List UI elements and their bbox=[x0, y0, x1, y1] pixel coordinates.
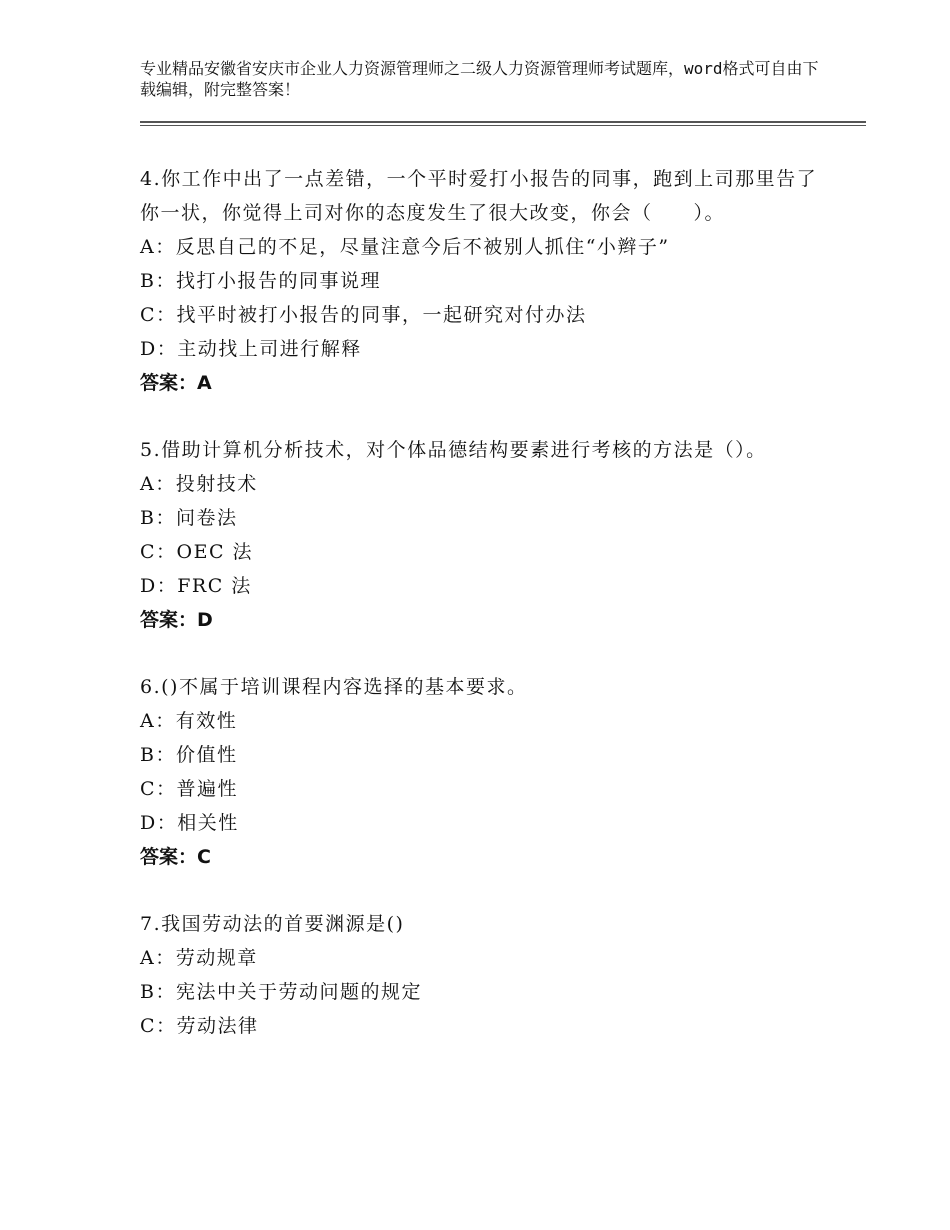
option-a: A：反思自己的不足，尽量注意今后不被别人抓住“小辫子” bbox=[140, 236, 670, 258]
header-divider-thick bbox=[140, 121, 866, 123]
header-divider-thin bbox=[140, 125, 866, 126]
question-text: 5.借助计算机分析技术，对个体品德结构要素进行考核的方法是（）。 bbox=[140, 439, 767, 461]
option-b: B：价值性 bbox=[140, 744, 238, 766]
option-a: A：投射技术 bbox=[140, 473, 258, 495]
option-a: A：劳动规章 bbox=[140, 947, 258, 969]
question-4 bbox=[140, 162, 830, 400]
option-d: D：主动找上司进行解释 bbox=[140, 338, 362, 360]
option-c: C：劳动法律 bbox=[140, 1015, 259, 1037]
option-b: B：问卷法 bbox=[140, 507, 238, 529]
option-a: A：有效性 bbox=[140, 710, 238, 732]
option-b: B：找打小报告的同事说理 bbox=[140, 270, 381, 292]
document-header bbox=[140, 58, 830, 100]
question-5 bbox=[140, 433, 830, 637]
option-c: C：找平时被打小报告的同事，一起研究对付办法 bbox=[140, 304, 587, 326]
answer-label: 答案：A bbox=[140, 372, 212, 394]
question-6 bbox=[140, 670, 830, 874]
option-c: C：普遍性 bbox=[140, 778, 239, 800]
answer-label: 答案：D bbox=[140, 609, 213, 631]
question-text: 7.我国劳动法的首要渊源是() bbox=[140, 913, 405, 935]
document-title: 专业精品安徽省安庆市企业人力资源管理师之二级人力资源管理师考试题库，word格式可自由下载编辑，附完整答案！ bbox=[140, 59, 819, 99]
option-b: B：宪法中关于劳动问题的规定 bbox=[140, 981, 422, 1003]
option-c: C：OEC 法 bbox=[140, 541, 254, 563]
answer-label: 答案：C bbox=[140, 846, 211, 868]
question-list bbox=[140, 162, 830, 1076]
question-text: 4.你工作中出了一点差错，一个平时爱打小报告的同事，跑到上司那里告了你一状，你觉得上司对你的态度发生了很大改变，你会（ ）。 bbox=[140, 168, 818, 224]
option-d: D：相关性 bbox=[140, 812, 239, 834]
option-d: D：FRC 法 bbox=[140, 575, 252, 597]
question-7 bbox=[140, 907, 830, 1043]
question-text: 6.()不属于培训课程内容选择的基本要求。 bbox=[140, 676, 528, 698]
